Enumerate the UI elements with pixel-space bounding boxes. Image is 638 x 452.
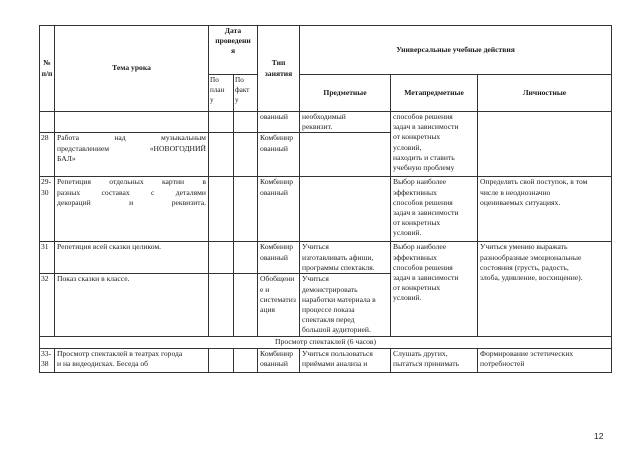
header-uud: Универсальные учебные действия	[300, 26, 612, 75]
row-num: 28	[40, 133, 55, 177]
row-meta: Выбор наиболее эффективных способов решения задач в зависимости от конкретных условий.	[391, 242, 478, 336]
header-date-plan: По план у	[209, 75, 234, 112]
table-row	[40, 177, 612, 242]
header-num: № п/п	[40, 26, 55, 112]
table-row	[40, 242, 612, 274]
row-type: Комбинир ованный	[258, 242, 300, 274]
row-personal: Учиться умению выражать разнообразные эмоциональные состояния (грусть, радость, злоба, удивление, восхищение).	[478, 242, 612, 336]
header-date-fact: По факт у	[234, 75, 258, 112]
row-plan	[209, 242, 234, 274]
row-fact	[234, 242, 258, 274]
section-title: Просмотр спектаклей (6 часов)	[40, 336, 612, 348]
row-topic	[55, 112, 209, 133]
row-meta: Слушать других, пытаться принимать	[391, 348, 478, 372]
header-type: Тип занятия	[258, 26, 300, 112]
row-num: 29- 30	[40, 177, 55, 242]
row-fact	[234, 112, 258, 133]
header-subject: Предметные	[300, 75, 391, 112]
row-plan	[209, 348, 234, 372]
row-personal: Определять свой поступок, в том числе в неоднозначно оцениваемых ситуациях.	[478, 177, 612, 242]
section-row	[40, 336, 612, 348]
row-plan	[209, 274, 234, 336]
row-type: Комбинир ованный	[258, 177, 300, 242]
row-plan	[209, 133, 234, 177]
row-subject	[300, 133, 391, 177]
row-num	[40, 112, 55, 133]
row-topic: Репетиция всей сказки целиком.	[55, 242, 209, 274]
row-type: Комбинир ованный	[258, 348, 300, 372]
row-fact	[234, 133, 258, 177]
row-num: 33- 38	[40, 348, 55, 372]
row-subject: Учиться пользоваться приёмами анализа и	[300, 348, 391, 372]
row-subject	[300, 177, 391, 242]
row-topic: Просмотр спектаклей в театрах города и на видеодисках. Беседа об	[55, 348, 209, 372]
row-personal	[478, 112, 612, 177]
row-fact	[234, 177, 258, 242]
row-topic: Показ сказки в классе.	[55, 274, 209, 336]
row-plan	[209, 112, 234, 133]
row-plan	[209, 177, 234, 242]
row-num: 32	[40, 274, 55, 336]
row-subject: необходимый реквизит.	[300, 112, 391, 133]
row-fact	[234, 348, 258, 372]
row-type: ованный	[258, 112, 300, 133]
header-personal: Личностные	[478, 75, 612, 112]
row-type: Комбинир ованный	[258, 133, 300, 177]
row-topic: Репетиция отдельных картин в разных составах с деталями декораций и реквизита.	[55, 177, 209, 242]
row-meta: способов решения задач в зависимости от конкретных условий, находить и ставить учебную проблему	[391, 112, 478, 177]
table-row	[40, 112, 612, 133]
row-meta: Выбор наиболее эффективных способов решения задач в зависимости от конкретных условий.	[391, 177, 478, 242]
row-subject: Учиться изготавливать афиши, программы спектакля.	[300, 242, 391, 274]
row-topic: Работа над музыкальным представлением «НОВОГОДНИЙ БАЛ»	[55, 133, 209, 177]
table-row	[40, 348, 612, 372]
header-topic: Тема урока	[55, 26, 209, 112]
header-date: Дата проведени я	[209, 26, 258, 75]
row-type: Обобщени е и систематиз ация	[258, 274, 300, 336]
header-metasubject: Метапредметные	[391, 75, 478, 112]
page-number: 12	[594, 431, 604, 441]
lesson-plan-table	[39, 25, 612, 373]
row-personal: Формирование эстетических потребностей	[478, 348, 612, 372]
header-row-top	[40, 26, 612, 75]
row-subject: Учиться демонстрировать наработки материала в процессе показа спектакля перед большой аудиторией.	[300, 274, 391, 336]
row-num: 31	[40, 242, 55, 274]
row-fact	[234, 274, 258, 336]
